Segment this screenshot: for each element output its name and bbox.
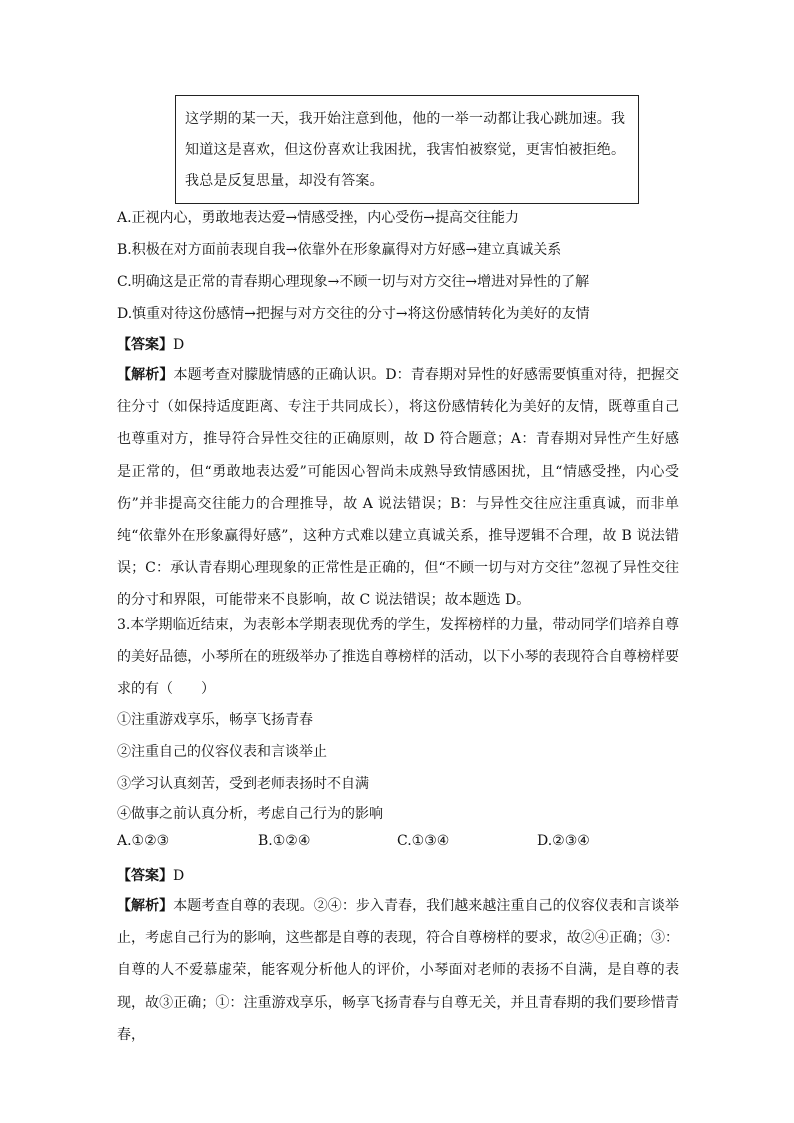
answer-label: 【答案】	[117, 868, 173, 884]
q2-answer	[117, 334, 184, 354]
answer-label: 【答案】	[117, 337, 173, 353]
analysis-label: 【解析】	[117, 898, 174, 914]
q2-option-d: D.慎重对待这份感情→把握与对方交往的分寸→将这份感情转化为美好的友情	[117, 306, 590, 322]
analysis-text: 本题考查自尊的表现。②④：步入青春，我们越来越注重自己的仪容仪表和言谈举止，考虑自己行为的影响，这些都是自尊的表现，符合自尊榜样的要求，故②④正确；③：自尊的人不爱慕虚荣，能客观分析他人的评价，小琴面对老师的表扬不自满，是自尊的表现，故③正确；①：注重游戏享乐，畅享飞扬青春与自尊无关，并且青春期的我们要珍惜青春，	[117, 898, 680, 1043]
q2-analysis	[117, 359, 679, 617]
q3-choice-b: B.①②④	[258, 833, 311, 849]
q3-choice-a: A.①②③	[117, 833, 170, 849]
q3-stem: 3.本学期临近结束，为表彰本学期表现优秀的学生，发挥榜样的力量，带动同学们培养自尊的美好品德，小琴所在的班级举办了推选自尊榜样的活动，以下小琴的表现符合自尊榜样要求的有（ ）	[117, 617, 679, 698]
q3-answer	[117, 865, 184, 885]
q3-item-1: ①注重游戏享乐，畅享飞扬青春	[117, 712, 313, 728]
q3-choice-c: C.①③④	[397, 833, 450, 849]
q3-choice-d: D.②③④	[537, 833, 590, 849]
q3-item-2: ②注重自己的仪容仪表和言谈举止	[117, 744, 327, 760]
q2-option-b: B.积极在对方面前表现自我→依靠外在形象赢得对方好感→建立真诚关系	[117, 242, 562, 258]
q3-item-4: ④做事之前认真分析，考虑自己行为的影响	[117, 806, 383, 822]
analysis-label: 【解析】	[117, 367, 174, 383]
q3-analysis	[117, 890, 679, 1051]
scenario-box: 这学期的某一天，我开始注意到他，他的一举一动都让我心跳加速。我知道这是喜欢，但这份喜欢让我困扰，我害怕被察觉，更害怕被拒绝。我总是反复思量，却没有答案。	[175, 95, 639, 204]
analysis-text: 本题考查对朦胧情感的正确认识。D：青春期对异性的好感需要慎重对待，把握交往分寸（如保持适度距离、专注于共同成长），将这份感情转化为美好的友情，既尊重自己也尊重对方，推导符合异性交往的正确原则，故 D 符合题意；A：青春期对异性产生好感是正常的，但“勇敢地表达爱”可能因心智尚未成熟导致情感困扰，且“情感受挫，内心受伤”并非提高交往能力的合理推导，故 A 说法错误；B：与异性交往应注重真诚，而非单纯“依靠外在形象赢得好感”，这种方式难以建立真诚关系，推导逻辑不合理，故 B 说法错误；C：承认青春期心理现象的正常性是正确的，但“不顾一切与对方交往”忽视了异性交往的分寸和界限，可能带来不良影响，故 C 说法错误；故本题选 D。	[117, 367, 679, 609]
answer-value: D	[173, 337, 185, 353]
q2-option-c: C.明确这是正常的青春期心理现象→不顾一切与对方交往→增进对异性的了解	[117, 274, 590, 290]
q3-item-3: ③学习认真刻苦，受到老师表扬时不自满	[117, 776, 369, 792]
q2-option-a: A.正视内心，勇敢地表达爱→情感受挫，内心受伤→提高交往能力	[117, 210, 520, 226]
answer-value: D	[173, 868, 185, 884]
